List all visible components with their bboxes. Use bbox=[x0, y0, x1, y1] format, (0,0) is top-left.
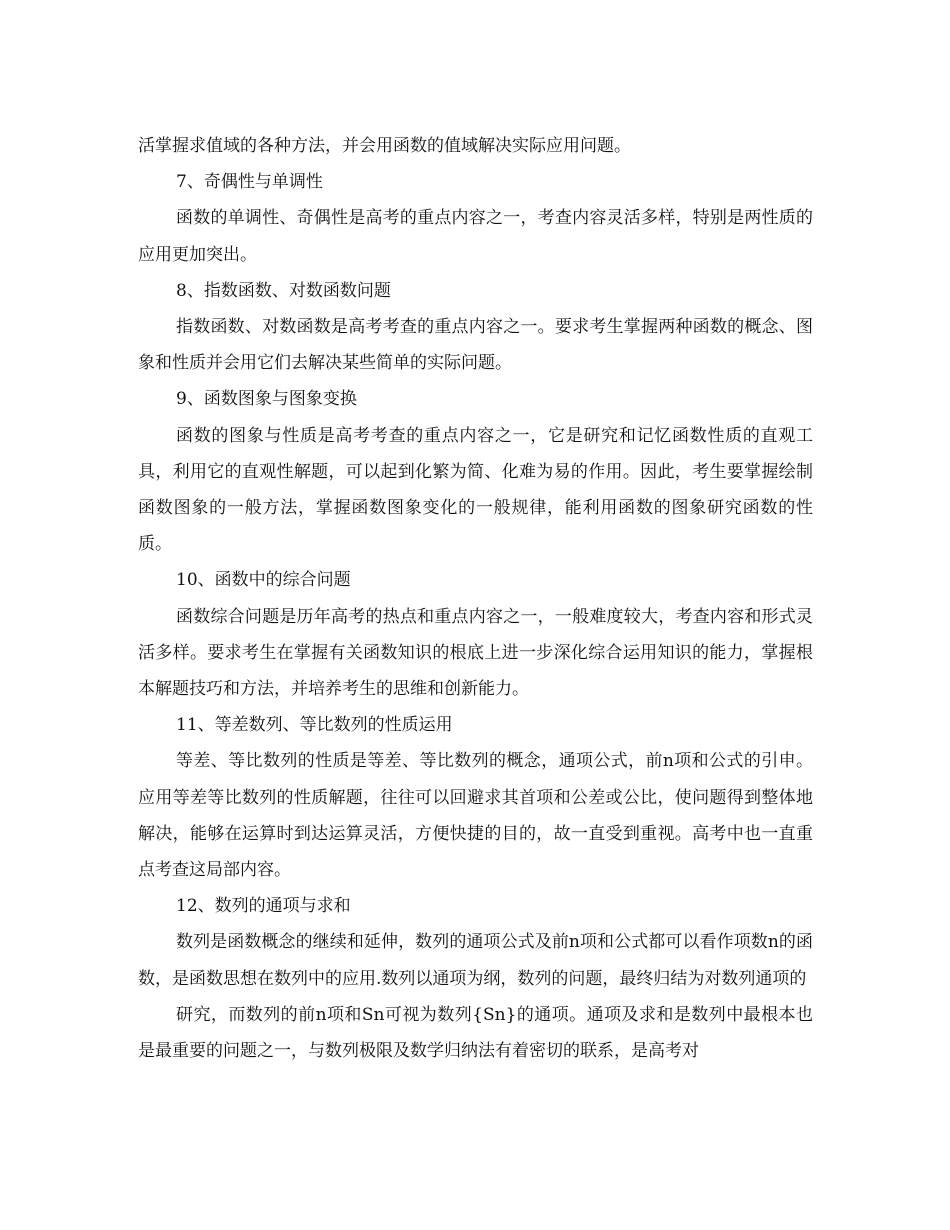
section-heading-7: 7、奇偶性与单调性 bbox=[176, 172, 323, 193]
paragraph-7: 函数的单调性、奇偶性是高考的重点内容之一，考查内容灵活多样，特别是两性质的应用更加突出。 bbox=[138, 208, 813, 265]
paragraph-8: 指数函数、对数函数是高考考查的重点内容之一。要求考生掌握两种函数的概念、图象和性质并会用它们去解决某些简单的实际问题。 bbox=[138, 317, 813, 374]
section-heading-10: 10、函数中的综合问题 bbox=[176, 570, 351, 591]
paragraph-continued: 活掌握求值域的各种方法，并会用函数的值域解决实际应用问题。 bbox=[138, 136, 631, 156]
document-page bbox=[138, 128, 813, 1069]
section-heading-8: 8、指数函数、对数函数问题 bbox=[176, 280, 391, 301]
section-heading-12: 12、数列的通项与求和 bbox=[176, 896, 351, 917]
paragraph-11: 等差、等比数列的性质是等差、等比数列的概念，通项公式，前n项和公式的引申。应用等差等比数列的性质解题，往往可以回避求其首项和公差或公比，使问题得到整体地解决，能够在运算时到达运算灵活，方便快捷的目的，故一直受到重视。高考中也一直重点考查这局部内容。 bbox=[138, 751, 813, 881]
paragraph-12b: 研究，而数列的前n项和Sn可视为数列{Sn}的通项。通项及求和是数列中最根本也是最重要的问题之一，与数列极限及数学归纳法有着密切的联系，是高考对 bbox=[138, 1004, 813, 1062]
section-heading-11: 11、等差数列、等比数列的性质运用 bbox=[176, 715, 453, 736]
paragraph-10: 函数综合问题是历年高考的热点和重点内容之一，一般难度较大，考查内容和形式灵活多样。要求考生在掌握有关函数知识的根底上进一步深化综合运用知识的能力，掌握根本解题技巧和方法，并培养考生的思维和创新能力。 bbox=[138, 606, 813, 700]
paragraph-9: 函数的图象与性质是高考考查的重点内容之一，它是研究和记忆函数性质的直观工具，利用它的直观性解题，可以起到化繁为简、化难为易的作用。因此，考生要掌握绘制函数图象的一般方法，掌握函数图象变化的一般规律，能利用函数的图象研究函数的性质。 bbox=[138, 425, 813, 555]
section-heading-9: 9、函数图象与图象变换 bbox=[176, 389, 357, 410]
paragraph-12a: 数列是函数概念的继续和延伸，数列的通项公式及前n项和公式都可以看作项数n的函数，是函数思想在数列中的应用.数列以通项为纲，数列的问题，最终归结为对数列通项的 bbox=[138, 932, 813, 989]
